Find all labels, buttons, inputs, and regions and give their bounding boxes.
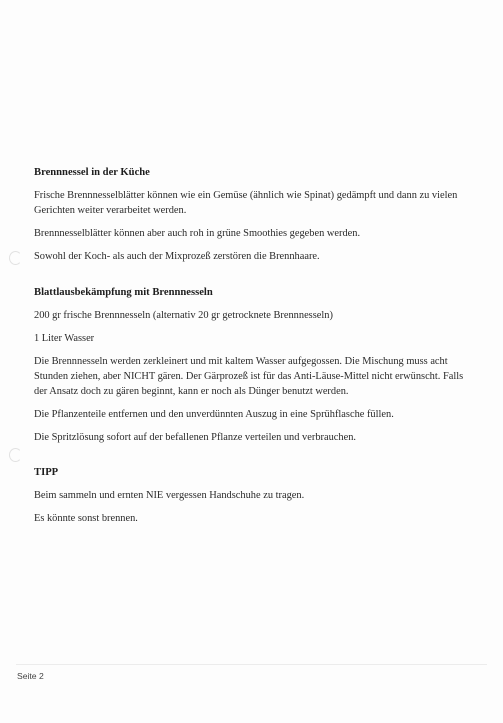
punch-hole-mark bbox=[9, 448, 22, 462]
footer-divider bbox=[16, 664, 487, 665]
section-heading: Brennnessel in der Küche bbox=[34, 167, 150, 178]
paragraph: Die Spritzlösung sofort auf der befallenen Pflanze verteilen und verbrauchen. bbox=[34, 432, 356, 443]
paragraph: Sowohl der Koch- als auch der Mixprozeß zerstören die Brennhaare. bbox=[34, 251, 320, 262]
paragraph: Es könnte sonst brennen. bbox=[34, 513, 138, 524]
paragraph: Beim sammeln und ernten NIE vergessen Handschuhe zu tragen. bbox=[34, 490, 305, 501]
paragraph: 1 Liter Wasser bbox=[34, 333, 95, 344]
document-body bbox=[34, 165, 474, 534]
section-heading: TIPP bbox=[34, 467, 59, 478]
section-blattlaus bbox=[34, 285, 474, 445]
paragraph: Frische Brennnesselblätter können wie ein Gemüse (ähnlich wie Spinat) gedämpft und dann zu vielen Gerichten weiter verarbeitet werden. bbox=[34, 190, 458, 216]
paragraph: Brennnesselblätter können aber auch roh in grüne Smoothies gegeben werden. bbox=[34, 228, 361, 239]
section-heading: Blattlausbekämpfung mit Brennnesseln bbox=[34, 287, 213, 298]
section-tipp bbox=[34, 465, 474, 526]
page-number: Seite 2 bbox=[17, 671, 44, 681]
paragraph: Die Pflanzenteile entfernen und den unverdünnten Auszug in eine Sprühflasche füllen. bbox=[34, 409, 394, 420]
paragraph: 200 gr frische Brennnesseln (alternativ 20 gr getrocknete Brennnesseln) bbox=[34, 310, 333, 321]
section-kueche bbox=[34, 165, 474, 264]
paragraph: Die Brennnesseln werden zerkleinert und mit kaltem Wasser aufgegossen. Die Mischung muss acht Stunden ziehen, aber NICHT gären. Der Gärprozeß ist für das Anti-Läuse-Mittel nicht erwünscht. Falls der Ansatz doch zu gären beginnt, kann er noch als Dünger benutzt werden. bbox=[34, 356, 464, 397]
punch-hole-mark bbox=[9, 251, 22, 265]
